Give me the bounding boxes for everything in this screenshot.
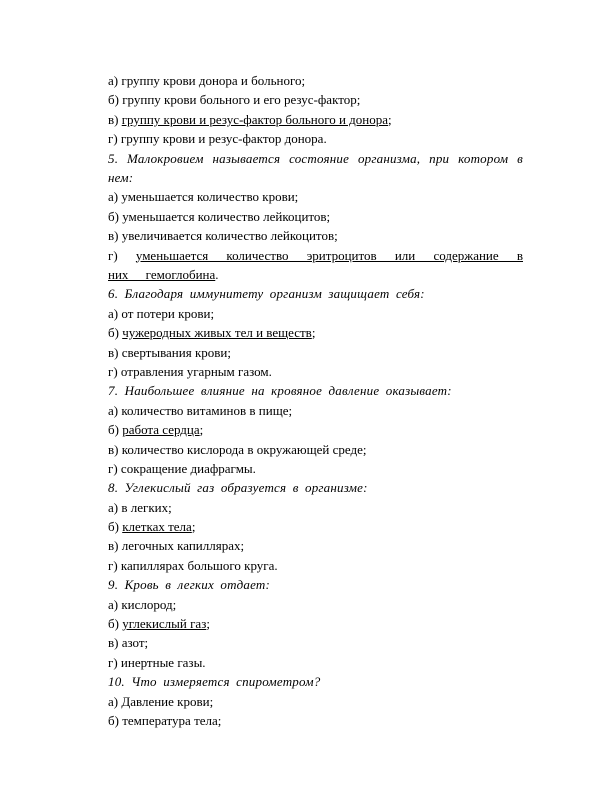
question-text xyxy=(108,575,523,594)
option-prefix: а) xyxy=(108,499,122,515)
option-text: количество витаминов в пище; xyxy=(121,402,293,418)
option-suffix: ; xyxy=(191,519,196,535)
option-prefix: б) xyxy=(108,422,123,438)
option-prefix: в) xyxy=(108,344,122,360)
question-text xyxy=(108,149,523,188)
option-text: сокращение диафрагмы. xyxy=(120,460,256,476)
option-text: легочных капиллярах; xyxy=(121,538,245,554)
option-prefix: б) xyxy=(108,325,123,341)
option-prefix: в) xyxy=(108,635,122,651)
question-text xyxy=(108,478,523,497)
answer-option xyxy=(108,207,523,226)
option-prefix: в) xyxy=(108,538,122,554)
answer-option xyxy=(108,711,523,730)
option-text: Давление крови; xyxy=(121,693,214,709)
correct-answer-text: группу крови и резус-фактор больного и донора xyxy=(121,111,389,127)
answer-option xyxy=(108,653,523,672)
answer-option xyxy=(108,246,523,285)
option-text: уменьшается количество крови; xyxy=(121,189,299,205)
option-prefix: б) xyxy=(108,616,123,632)
answer-option xyxy=(108,110,523,129)
option-text: азот; xyxy=(121,635,149,651)
question-text xyxy=(108,284,523,303)
option-suffix: . xyxy=(215,266,219,282)
answer-option xyxy=(108,226,523,245)
option-prefix: в) xyxy=(108,441,122,457)
answer-option xyxy=(108,595,523,614)
option-prefix: а) xyxy=(108,73,122,88)
answer-option xyxy=(108,614,523,633)
question-label: 8. Углекислый газ образуется в организме: xyxy=(108,480,368,496)
option-prefix: а) xyxy=(108,189,122,205)
answer-option xyxy=(108,498,523,517)
answer-option xyxy=(108,633,523,652)
question-label: 9. Кровь в легких отдает: xyxy=(108,577,271,593)
answer-option xyxy=(108,90,523,109)
correct-answer-text: работа сердца xyxy=(122,422,200,438)
answer-option xyxy=(108,536,523,555)
option-prefix: б) xyxy=(108,208,123,224)
option-suffix: ; xyxy=(206,616,210,632)
correct-answer-text: клетках тела xyxy=(122,519,192,535)
answer-option xyxy=(108,459,523,478)
option-prefix: г) xyxy=(108,247,136,263)
option-text: температура тела; xyxy=(122,713,222,729)
option-prefix: г) xyxy=(108,131,121,147)
answer-option xyxy=(108,304,523,323)
option-text: капиллярах большого круга. xyxy=(120,557,278,573)
option-text: от потери крови; xyxy=(121,305,215,321)
option-prefix: б) xyxy=(108,519,123,535)
question-label: 7. Наибольшее влияние на кровяное давление оказывает: xyxy=(108,383,452,399)
option-prefix: в) xyxy=(108,111,122,127)
answer-option xyxy=(108,362,523,381)
answer-option xyxy=(108,323,523,342)
option-prefix: г) xyxy=(108,460,121,476)
option-prefix: г) xyxy=(108,654,121,670)
quiz-content xyxy=(108,71,523,730)
question-label: 10. Что измеряется спирометром? xyxy=(108,674,321,690)
option-prefix: г) xyxy=(108,557,121,573)
answer-option xyxy=(108,71,523,90)
option-text: отравления угарным газом. xyxy=(120,363,272,379)
answer-option xyxy=(108,187,523,206)
question-text xyxy=(108,381,523,400)
answer-option xyxy=(108,517,523,536)
option-text: группу крови больного и его резус-фактор; xyxy=(122,92,361,108)
option-text: уменьшается количество лейкоцитов; xyxy=(122,208,331,224)
answer-option xyxy=(108,420,523,439)
answer-option xyxy=(108,401,523,420)
option-text: инертные газы. xyxy=(120,654,206,670)
option-prefix: а) xyxy=(108,402,122,418)
answer-option xyxy=(108,440,523,459)
option-text: группу крови донора и больного; xyxy=(121,73,306,88)
answer-option xyxy=(108,129,523,148)
question-text xyxy=(108,672,523,691)
correct-answer-text: углекислый газ xyxy=(122,616,207,632)
option-prefix: а) xyxy=(108,596,122,612)
question-label: 5. Малокровием называется состояние организма, при котором в нем: xyxy=(108,150,523,185)
option-prefix: б) xyxy=(108,713,123,729)
answer-option xyxy=(108,692,523,711)
option-text: группу крови и резус-фактор донора. xyxy=(120,131,327,147)
answer-option xyxy=(108,343,523,362)
option-text: увеличивается количество лейкоцитов; xyxy=(121,228,338,244)
option-prefix: б) xyxy=(108,92,123,108)
option-prefix: а) xyxy=(108,305,122,321)
option-prefix: в) xyxy=(108,228,122,244)
option-suffix: ; xyxy=(311,325,316,341)
correct-answer-text: уменьшается количество эритроцитов или содержание в них гемоглобина xyxy=(108,247,523,282)
option-prefix: а) xyxy=(108,693,122,709)
option-prefix: г) xyxy=(108,363,121,379)
option-text: в легких; xyxy=(121,499,172,515)
option-text: количество кислорода в окружающей среде; xyxy=(121,441,367,457)
answer-option xyxy=(108,556,523,575)
question-label: 6. Благодаря иммунитету организм защищает себя: xyxy=(108,286,425,302)
option-text: кислород; xyxy=(121,596,177,612)
option-text: свертывания крови; xyxy=(121,344,231,360)
option-suffix: ; xyxy=(199,422,204,438)
option-suffix: ; xyxy=(388,111,392,127)
correct-answer-text: чужеродных живых тел и веществ xyxy=(122,325,312,341)
